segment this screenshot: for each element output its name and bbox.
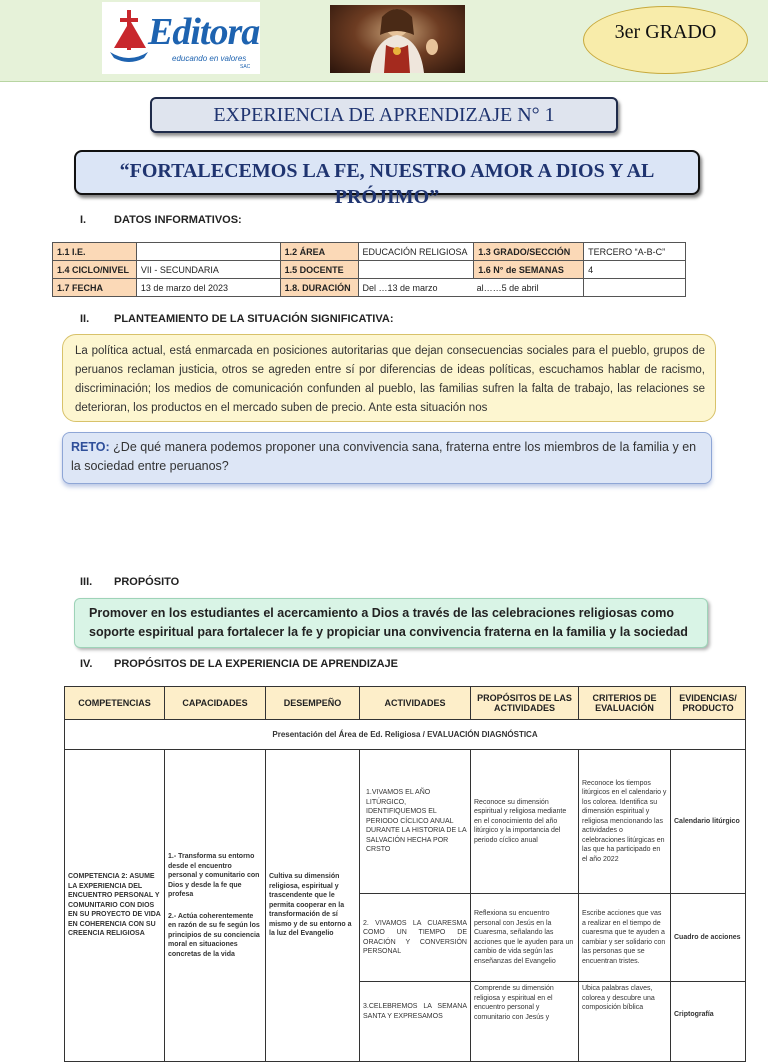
header-banner — [0, 0, 768, 82]
column-header: ACTIVIDADES — [360, 687, 471, 720]
page-title: EXPERIENCIA DE APRENDIZAJE N° 1 — [150, 97, 618, 133]
section-3-heading — [80, 576, 179, 588]
capacidad-1: 1.- Transforma su entorno desde el encuentro personal y comunitario con Dios y desde la fe que profesa — [168, 853, 260, 898]
capacidades-cell — [165, 750, 266, 1062]
section-1-heading — [80, 214, 242, 226]
area-value: EDUCACIÓN RELIGIOSA — [358, 243, 474, 261]
competencia-cell: COMPETENCIA 2: ASUME LA EXPERIENCIA DEL ENCUENTRO PERSONAL Y COMUNITARIO CON DIOS EN SU PROYECTO DE VIDA EN COHERENCIA CON SU CREENCIA RELIGIOSA — [65, 750, 165, 1062]
ie-value — [136, 243, 280, 261]
docente-value — [358, 261, 474, 279]
proposito-cell: Reconoce su dimensión espiritual y religiosa mediante en el conocimiento del año litúrgico y la importancia del periodo cíclico anual — [471, 750, 579, 894]
section-2-heading — [80, 313, 393, 325]
actividad-cell: 1.VIVAMOS EL AÑO LITÚRGICO, IDENTIFIQUEMOS EL PERIODO CÍCLICO ANUAL DURANTE LA HISTORIA DE LA SALVACIÓN HECHA POR CRSTO — [360, 750, 471, 894]
sacred-heart-image — [330, 5, 465, 73]
logo-text: Editora — [148, 11, 260, 53]
situacion-significativa: La política actual, está enmarcada en posiciones autoritarias que dejan consecuencias sociales para el pueblo, grupos de peruanos reclaman justicia, otros se agreden entre sí por diferencias de ideas políticas, escuchamos hablar de racismo, discriminación; los medios de comunicación confunden al pueblo, las familias sufren la falta de trabajo, las relaciones se deterioran, los productos en el mercado suben de precio. Ante esta situación nos — [62, 334, 716, 422]
duracion-end: al……5 de abril — [476, 282, 539, 293]
section-title: DATOS INFORMATIVOS: — [114, 214, 242, 226]
evidencia-cell: Calendario litúrgico — [671, 750, 746, 894]
info-table — [52, 242, 686, 297]
actividad-cell: 2. VIVAMOS LA CUARESMA COMO UN TIEMPO DE ORACIÓN Y CONVERSIÓN PERSONAL — [360, 894, 471, 982]
table-row — [53, 243, 686, 261]
ie-label: 1.1 I.E. — [53, 243, 137, 261]
evidencia-cell: Cuadro de acciones — [671, 894, 746, 982]
grado-label: 1.3 GRADO/SECCIÓN — [474, 243, 584, 261]
column-header: CAPACIDADES — [165, 687, 266, 720]
reto-box — [62, 432, 712, 484]
desempeno-cell: Cultiva su dimensión religiosa, espiritual y trascendente que le permita cooperar en la transformación de sí mismo y de su entorno a la luz del Evangelio — [266, 750, 360, 1062]
table-header-row — [65, 687, 746, 720]
section-number: III. — [80, 576, 93, 588]
section-4-heading — [80, 658, 398, 670]
logo-sac: SAC — [240, 64, 251, 70]
empty-cell — [584, 279, 686, 297]
criterio-cell: Escribe acciones que vas a realizar en el tiempo de cuaresma que te ayuden a cambiar y ser solidario con las personas que se encuentran tristes. — [579, 894, 671, 982]
table-row — [65, 720, 746, 750]
semanas-value: 4 — [584, 261, 686, 279]
column-header: EVIDENCIAS/ PRODUCTO — [671, 687, 746, 720]
section-title: PLANTEAMIENTO DE LA SITUACIÓN SIGNIFICATIVA: — [114, 313, 394, 325]
competencias-table — [64, 686, 746, 1062]
capacidad-2: 2.- Actúa coherentemente en razón de su fe según los principios de su conciencia moral en situaciones concretas de la vida — [168, 912, 260, 958]
proposito-cell: Reflexiona su encuentro personal con Jesús en la Cuaresma, señalando las acciones que le ayuden para un cambio de vida según las enseñanzas del Evangelio — [471, 894, 579, 982]
table-row — [53, 279, 686, 297]
docente-label: 1.5 DOCENTE — [280, 261, 358, 279]
table-row — [53, 261, 686, 279]
proposito-box: Promover en los estudiantes el acercamiento a Dios a través de las celebraciones religiosas como soporte espiritual para fortalecer la fe y propiciar una convivencia fraterna en la familia y la sociedad — [74, 598, 708, 648]
section-number: I. — [80, 214, 87, 226]
ciclo-label: 1.4 CICLO/NIVEL — [53, 261, 137, 279]
logo-subtitle: educando en valores — [172, 54, 247, 63]
fecha-label: 1.7 FECHA — [53, 279, 137, 297]
reto-label: RETO: — [71, 440, 110, 454]
column-header: DESEMPEÑO — [266, 687, 360, 720]
column-header: COMPETENCIAS — [65, 687, 165, 720]
fecha-value: 13 de marzo del 2023 — [136, 279, 280, 297]
duracion-start: Del …13 de marzo — [362, 282, 438, 293]
section-number: II. — [80, 313, 90, 325]
section-number: IV. — [80, 658, 93, 670]
column-header: PROPÓSITOS DE LAS ACTIVIDADES — [471, 687, 579, 720]
section-title: PROPÓSITOS DE LA EXPERIENCIA DE APRENDIZAJE — [114, 658, 399, 670]
jesus-figure-icon — [330, 5, 465, 73]
ship-icon — [108, 8, 150, 68]
intro-row: Presentación del Área de Ed. Religiosa / EVALUACIÓN DIAGNÓSTICA — [65, 720, 746, 750]
actividad-cell: 3.CELEBREMOS LA SEMANA SANTA Y EXPRESAMOS — [360, 982, 471, 1062]
criterio-cell: Reconoce los tiempos litúrgicos en el calendario y los colorea. Identifica su dimensión espiritual y religiosa mencionando las actividades o celebraciones litúrgicas en las que ha participado en el año 2022 — [579, 750, 671, 894]
proposito-cell: Comprende su dimensión religiosa y espiritual en el encuentro personal y comunitario con Jesús y — [471, 982, 579, 1062]
ciclo-value: VII - SECUNDARIA — [136, 261, 280, 279]
grade-badge: 3er GRADO — [583, 6, 748, 74]
editora-logo — [102, 2, 260, 74]
duracion-label: 1.8. DURACIÓN — [280, 279, 358, 297]
criterio-cell: Ubica palabras claves, colorea y descubre una composición bíblica — [579, 982, 671, 1062]
section-title: PROPÓSITO — [114, 576, 180, 588]
evidencia-cell: Criptografía — [671, 982, 746, 1062]
grado-value: TERCERO “A-B-C” — [584, 243, 686, 261]
duracion-value — [358, 279, 584, 297]
column-header: CRITERIOS DE EVALUACIÓN — [579, 687, 671, 720]
page-subtitle: “FORTALECEMOS LA FE, NUESTRO AMOR A DIOS Y AL PRÓJIMO” — [74, 150, 700, 195]
semanas-label: 1.6 N° de SEMANAS — [474, 261, 584, 279]
reto-text: ¿De qué manera podemos proponer una convivencia sana, fraterna entre los miembros de la familia y en la sociedad entre peruanos? — [71, 440, 697, 473]
table-row — [65, 750, 746, 894]
area-label: 1.2 ÁREA — [280, 243, 358, 261]
